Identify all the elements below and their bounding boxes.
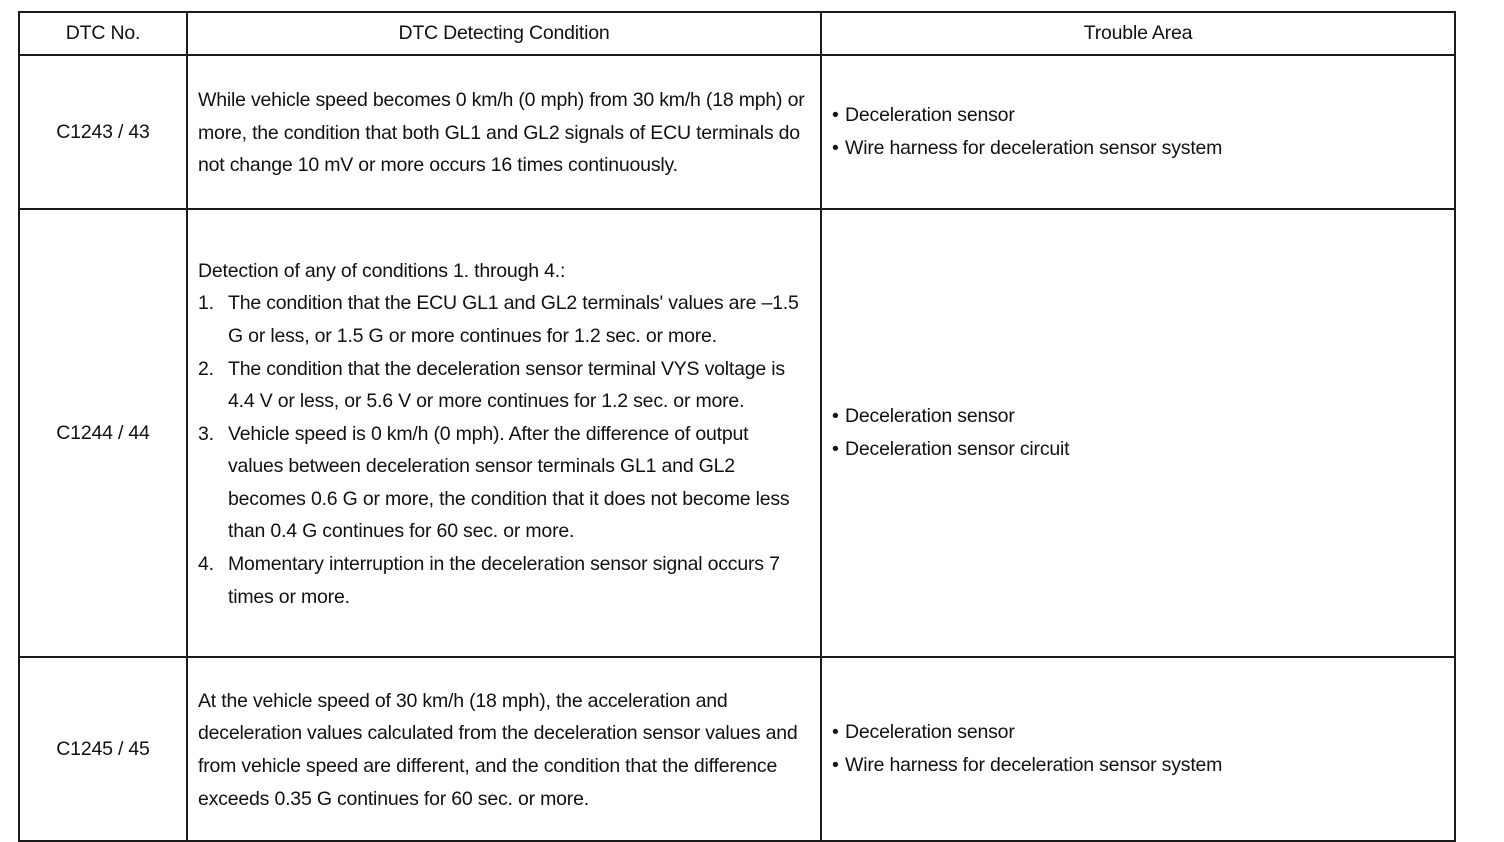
- trouble-area-item: [832, 433, 1444, 466]
- step-text: Vehicle speed is 0 km/h (0 mph). After the difference of output values between deceleration sensor terminals GL1 and GL2 becomes 0.6 G or more, the condition that it does not become less than 0.4 G continues for 60 sec. or more.: [228, 422, 790, 543]
- trouble-area-cell: [821, 55, 1455, 209]
- dtc-code: C1244 / 44: [19, 209, 187, 657]
- trouble-area-text: Wire harness for deceleration sensor system: [845, 137, 1223, 159]
- bullet-glyph: •: [832, 405, 839, 428]
- trouble-area-text: Deceleration sensor circuit: [845, 438, 1070, 460]
- bullet-glyph: •: [832, 721, 839, 744]
- condition-step: [198, 353, 808, 418]
- trouble-area-cell: [821, 657, 1455, 841]
- trouble-area-item: [832, 716, 1444, 749]
- dtc-code: C1245 / 45: [19, 657, 187, 841]
- trouble-area-cell: [821, 209, 1455, 657]
- trouble-area-list: [832, 716, 1444, 781]
- dtc-table: [18, 11, 1456, 842]
- trouble-area-list: [832, 99, 1444, 164]
- condition-lead: Detection of any of conditions 1. through 4.:: [198, 259, 566, 282]
- header-condition: DTC Detecting Condition: [187, 12, 821, 55]
- bullet-glyph: •: [832, 104, 839, 127]
- header-row: [19, 12, 1455, 55]
- trouble-area-text: Wire harness for deceleration sensor system: [845, 754, 1223, 776]
- bullet-glyph: •: [832, 438, 839, 460]
- condition-step: [198, 418, 808, 548]
- dtc-code: C1243 / 43: [19, 55, 187, 209]
- header-trouble-area: Trouble Area: [821, 12, 1455, 55]
- condition-step: [198, 287, 808, 352]
- trouble-area-text: Deceleration sensor: [845, 405, 1015, 428]
- detecting-condition: [187, 209, 821, 657]
- step-number: 4.: [198, 553, 214, 576]
- step-text: The condition that the deceleration sensor terminal VYS voltage is 4.4 V or less, or 5.6 V or more continues for 1.2 sec. or more.: [228, 357, 785, 413]
- table-row: [19, 55, 1455, 209]
- trouble-area-item: [832, 99, 1444, 132]
- bullet-glyph: •: [832, 754, 839, 776]
- trouble-area-item: [832, 749, 1444, 782]
- condition-steps: [198, 287, 808, 613]
- bullet-glyph: •: [832, 137, 839, 159]
- trouble-area-item: [832, 132, 1444, 165]
- header-dtc-no: DTC No.: [19, 12, 187, 55]
- condition-step: [198, 548, 808, 613]
- trouble-area-item: [832, 400, 1444, 433]
- step-number: 1.: [198, 292, 214, 315]
- trouble-area-text: Deceleration sensor: [845, 721, 1015, 744]
- table-row: [19, 209, 1455, 657]
- trouble-area-text: Deceleration sensor: [845, 104, 1015, 127]
- trouble-area-list: [832, 400, 1444, 465]
- step-text: The condition that the ECU GL1 and GL2 terminals' values are –1.5 G or less, or 1.5 G or more continues for 1.2 sec. or more.: [228, 292, 799, 347]
- detecting-condition: At the vehicle speed of 30 km/h (18 mph), the acceleration and deceleration values calculated from the deceleration sensor values and from vehicle speed are different, and the condition that the difference exceeds 0.35 G continues for 60 sec. or more.: [187, 657, 821, 841]
- step-number: 2.: [198, 357, 214, 380]
- step-text: Momentary interruption in the deceleration sensor signal occurs 7 times or more.: [228, 553, 780, 608]
- step-number: 3.: [198, 422, 214, 445]
- detecting-condition: While vehicle speed becomes 0 km/h (0 mph) from 30 km/h (18 mph) or more, the condition that both GL1 and GL2 signals of ECU terminals do not change 10 mV or more occurs 16 times continuously.: [187, 55, 821, 209]
- table-row: [19, 657, 1455, 841]
